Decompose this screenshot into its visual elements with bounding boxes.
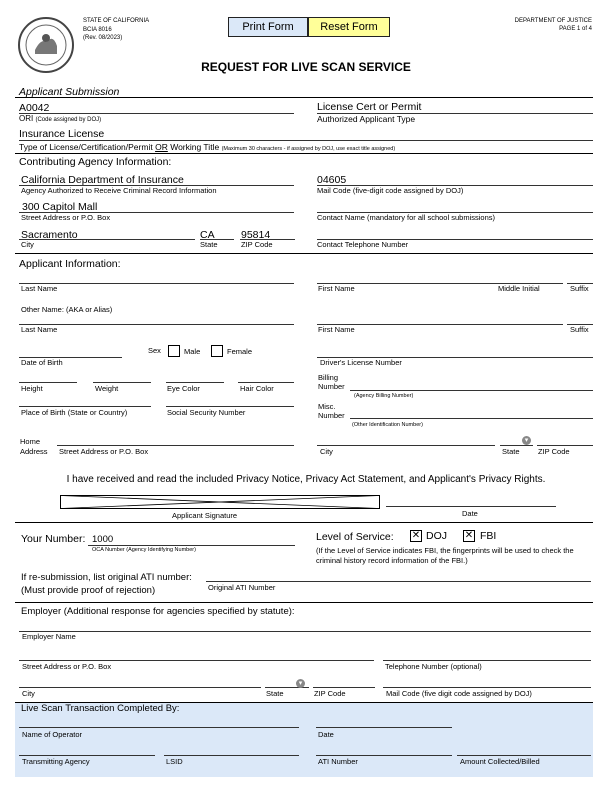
agency-street-label: Street Address or P.O. Box	[21, 213, 111, 222]
female-label: Female	[227, 347, 253, 356]
place-of-birth-label: Place of Birth (State or Country)	[21, 408, 128, 417]
drivers-license-label: Driver's License Number	[320, 358, 402, 367]
agency-street-value[interactable]: 300 Capitol Mall	[22, 201, 98, 213]
doj-label: DOJ	[426, 530, 447, 542]
hair-color-label: Hair Color	[240, 384, 274, 393]
ati-number-label: ATI Number	[318, 757, 358, 766]
agency-zip-label: ZIP Code	[241, 240, 273, 249]
signature-box[interactable]	[60, 495, 380, 509]
ori-label: ORI (Code assigned by DOJ)	[19, 114, 102, 123]
male-checkbox[interactable]	[168, 345, 180, 357]
height-label: Height	[21, 384, 43, 393]
oca-note: OCA Number (Agency Identifying Number)	[92, 547, 196, 553]
form-id: BCIA 8016	[83, 27, 112, 33]
other-name-label: Other Name: (AKA or Alias)	[21, 305, 113, 314]
billing-label: Billing	[318, 373, 339, 382]
misc-note: (Other Identification Number)	[352, 422, 423, 428]
transmitting-agency-label: Transmitting Agency	[22, 757, 90, 766]
contact-name-label: Contact Name (mandatory for all school submissions)	[317, 213, 495, 222]
address-label: Address	[20, 447, 48, 456]
department-label: DEPARTMENT OF JUSTICE	[514, 18, 592, 24]
home-state-label: State	[502, 447, 520, 456]
agency-city-value[interactable]: Sacramento	[21, 229, 78, 241]
suffix-label: Suffix	[570, 284, 589, 293]
agency-state-label: State	[200, 240, 218, 249]
employer-city-label: City	[22, 689, 35, 698]
home-city-label: City	[320, 447, 333, 456]
page-number: PAGE 1 of 4	[559, 26, 592, 32]
privacy-statement: I have received and read the included Privacy Notice, Privacy Act Statement, and Applicant's Privacy Rights.	[66, 474, 546, 485]
home-zip-label: ZIP Code	[538, 447, 570, 456]
eye-color-label: Eye Color	[167, 384, 200, 393]
state-label: STATE OF CALIFORNIA	[83, 18, 150, 24]
agency-zip-value[interactable]: 95814	[241, 229, 271, 241]
resubmission-line1: If re-submission, list original ATI number:	[21, 572, 192, 583]
female-checkbox[interactable]	[211, 345, 223, 357]
male-label: Male	[184, 347, 201, 356]
original-ati-label: Original ATI Number	[208, 583, 276, 592]
form-revision: (Rev. 08/2023)	[83, 35, 123, 41]
contact-phone-label: Contact Telephone Number	[317, 240, 409, 249]
license-type-value[interactable]: Insurance License	[19, 128, 105, 140]
applicant-info-heading: Applicant Information:	[19, 258, 121, 270]
agency-mailcode-value[interactable]: 04605	[317, 174, 347, 186]
agency-city-label: City	[21, 240, 34, 249]
employer-name-label: Employer Name	[22, 632, 76, 641]
amount-label: Amount Collected/Billed	[460, 757, 540, 766]
your-number-label: Your Number:	[21, 533, 86, 545]
ssn-label: Social Security Number	[167, 408, 246, 417]
agency-state-value[interactable]: CA	[200, 229, 215, 241]
employer-state-dropdown-icon[interactable]: ▾	[296, 679, 305, 688]
signature-label: Applicant Signature	[172, 511, 238, 520]
billing-number-label: Number	[318, 382, 345, 391]
home-label: Home	[20, 437, 41, 446]
sex-label: Sex	[148, 346, 161, 355]
license-type-label: Type of License/Certification/Permit OR Working Title (Maximum 30 characters - if assigned by DOJ, use exact title assigned)	[19, 142, 396, 152]
employer-phone-label: Telephone Number (optional)	[385, 662, 482, 671]
print-form-button[interactable]: Print Form	[228, 17, 308, 37]
authorized-type-value[interactable]: License Cert or Permit	[317, 101, 422, 113]
weight-label: Weight	[95, 384, 119, 393]
billing-note: (Agency Billing Number)	[354, 393, 414, 399]
applicant-submission-heading: Applicant Submission	[19, 86, 120, 98]
fbi-label: FBI	[480, 530, 497, 542]
employer-state-label: State	[266, 689, 284, 698]
agency-mailcode-label: Mail Code (five-digit code assigned by DOJ)	[317, 186, 464, 195]
employer-street-label: Street Address or P.O. Box	[22, 662, 112, 671]
alias-last-name-label: Last Name	[21, 325, 58, 334]
dob-label: Date of Birth	[21, 358, 63, 367]
middle-initial-label: Middle Initial	[498, 284, 540, 293]
employer-zip-label: ZIP Code	[314, 689, 346, 698]
resubmission-line2: (Must provide proof of rejection)	[21, 585, 156, 596]
misc-label: Misc.	[318, 402, 336, 411]
livescan-date-label: Date	[318, 730, 334, 739]
employer-heading: Employer (Additional response for agencies specified by statute):	[21, 606, 295, 617]
doj-checkbox[interactable]: ✕	[411, 530, 421, 541]
state-dropdown-icon[interactable]: ▾	[522, 436, 531, 445]
misc-number-label: Number	[318, 411, 345, 420]
ori-value[interactable]: A0042	[19, 102, 50, 114]
home-street-label: Street Address or P.O. Box	[59, 447, 149, 456]
live-scan-heading: Live Scan Transaction Completed By:	[21, 703, 180, 714]
last-name-label: Last Name	[21, 284, 58, 293]
signature-date-label: Date	[462, 509, 478, 518]
reset-form-button[interactable]: Reset Form	[308, 17, 390, 37]
your-number-value[interactable]: 1000	[92, 534, 114, 545]
alias-first-name-label: First Name	[318, 325, 355, 334]
authorized-type-label: Authorized Applicant Type	[317, 114, 416, 124]
level-note-line1: (If the Level of Service indicates FBI, the fingerprints will be used to check the	[316, 546, 574, 555]
page-title: REQUEST FOR LIVE SCAN SERVICE	[201, 60, 411, 74]
level-note-line2: criminal history record information of the FBI.)	[316, 556, 468, 565]
agency-name-value[interactable]: California Department of Insurance	[21, 174, 184, 186]
lsid-label: LSID	[166, 757, 183, 766]
employer-mailcode-label: Mail Code (five digit code assigned by DOJ)	[386, 689, 532, 698]
operator-label: Name of Operator	[22, 730, 83, 739]
fbi-checkbox[interactable]: ✕	[464, 530, 474, 541]
agency-heading: Contributing Agency Information:	[19, 156, 172, 168]
alias-suffix-label: Suffix	[570, 325, 589, 334]
level-of-service-label: Level of Service:	[316, 531, 394, 543]
agency-name-label: Agency Authorized to Receive Criminal Record Information	[21, 186, 217, 195]
first-name-label: First Name	[318, 284, 355, 293]
